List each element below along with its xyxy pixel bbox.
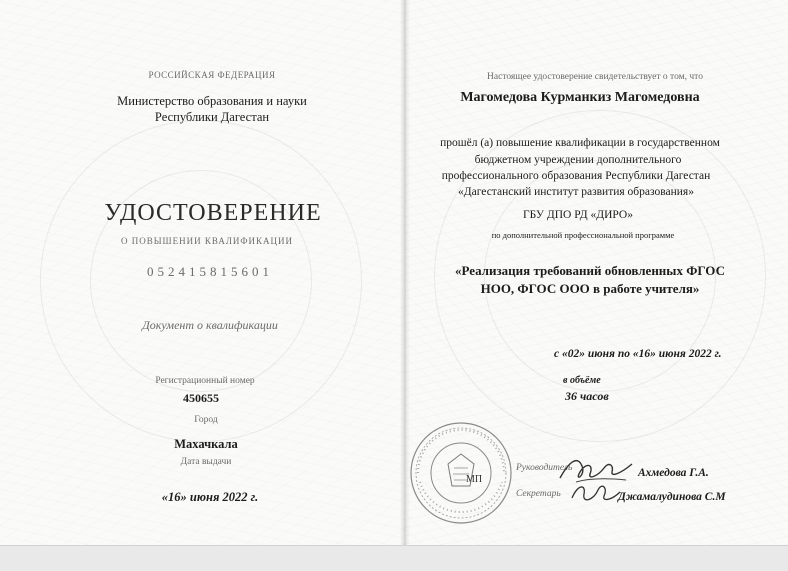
- qualification-document-label: Документ о квалификации: [142, 318, 278, 332]
- program-title-line-1: «Реализация требований обновленных ФГОС: [455, 263, 725, 278]
- institution-short-name: ГБУ ДПО РД «ДИРО»: [523, 209, 633, 221]
- program-label: по дополнительной профессиональной программе: [491, 230, 675, 240]
- recipient-name: Магомедова Курманкиз Магомедовна: [460, 90, 700, 105]
- document-subtitle: О ПОВЫШЕНИИ КВАЛИФИКАЦИИ: [120, 236, 294, 246]
- registration-number-label: Регистрационный номер: [155, 376, 255, 386]
- head-label: Руководитель: [516, 463, 573, 473]
- document-number: 052415815601: [147, 264, 273, 279]
- official-seal-icon: [408, 420, 514, 526]
- stamp-label: МП: [465, 474, 483, 485]
- issue-date-label: Дата выдачи: [180, 457, 232, 467]
- hours-value: 36 часов: [565, 389, 609, 403]
- secretary-label: Секретарь: [516, 489, 561, 499]
- country-label: РОССИЙСКАЯ ФЕДЕРАЦИЯ: [148, 70, 276, 80]
- city-label: Город: [194, 415, 218, 425]
- ministry-line-2: Республики Дагестан: [154, 110, 270, 124]
- training-line-4: «Дагестанский институт развития образования»: [458, 186, 694, 198]
- city-value: Махачкала: [174, 437, 238, 451]
- volume-label: в объёме: [563, 375, 601, 386]
- program-title-line-2: НОО, ФГОС ООО в работе учителя»: [480, 281, 700, 296]
- bottom-strip: [0, 545, 788, 571]
- secretary-signature-icon: [568, 478, 624, 508]
- registration-number: 450655: [183, 391, 219, 405]
- training-line-1: прошёл (а) повышение квалификации в государственном: [440, 137, 720, 149]
- secretary-name: Джамалудинова С.М: [618, 491, 726, 503]
- training-line-2: бюджетном учреждении дополнительного: [474, 154, 682, 166]
- ministry-line-1: Министерство образования и науки: [117, 94, 307, 108]
- issue-date: «16» июня 2022 г.: [161, 490, 259, 504]
- head-name: Ахмедова Г.А.: [638, 467, 709, 479]
- intro-text: Настоящее удостоверение свидетельствует о том, что: [487, 72, 703, 82]
- training-line-3: профессионального образования Республики Дагестан: [441, 170, 711, 182]
- document-title: УДОСТОВЕРЕНИЕ: [104, 200, 322, 226]
- training-period: с «02» июня по «16» июня 2022 г.: [554, 348, 722, 360]
